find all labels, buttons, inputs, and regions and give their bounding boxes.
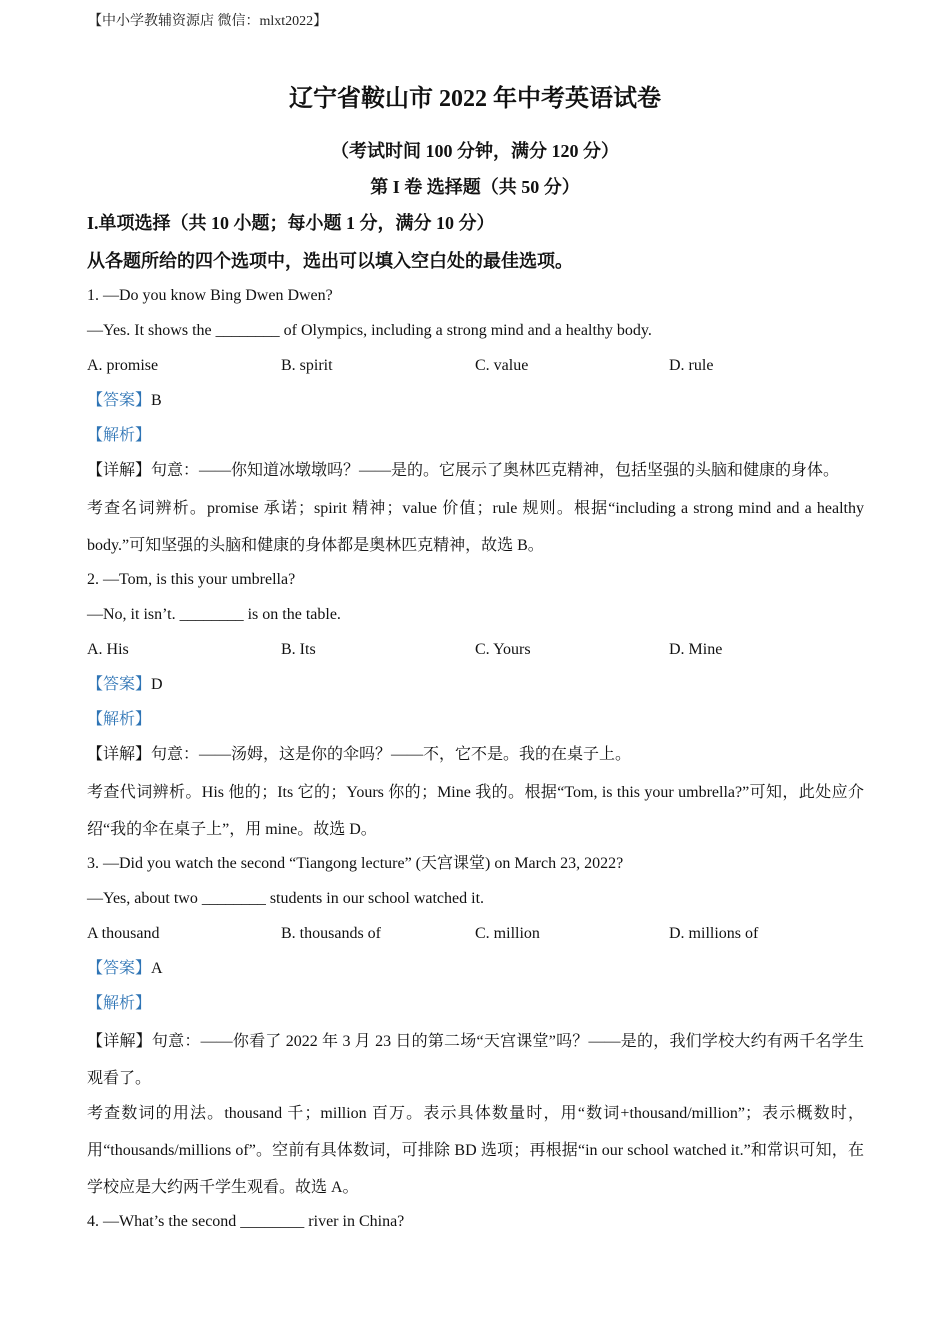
answer-label: 【答案】 [87, 392, 152, 409]
question-dialogue: —Yes, about two ________ students in our school watched it. [87, 890, 485, 907]
question-dialogue: —Yes. It shows the ________ of Olympics, including a strong mind and a healthy body. [87, 322, 652, 339]
option-a: A. promise [87, 357, 159, 374]
question-stem: 2. —Tom, is this your umbrella? [87, 571, 296, 588]
page-title: 辽宁省鞍山市 2022 年中考英语试卷 [289, 86, 661, 112]
answer-value: D [151, 676, 163, 693]
answer-line [87, 957, 864, 992]
analysis-label: 【解析】 [87, 995, 152, 1012]
options-row [87, 638, 864, 673]
answer-line [87, 673, 864, 708]
answer-label: 【答案】 [87, 676, 152, 693]
analysis-label: 【解析】 [87, 427, 152, 444]
option-a: A. His [87, 641, 129, 658]
volume-title: 第 I 卷 选择题（共 50 分） [370, 177, 580, 197]
question-list [87, 284, 864, 1245]
answer-label: 【答案】 [87, 960, 152, 977]
option-d: D. millions of [669, 925, 759, 942]
question-block [87, 568, 864, 848]
option-c: C. million [475, 925, 540, 942]
header-note: 【中小学教辅资源店 微信：mlxt2022】 [88, 14, 328, 29]
detail-meaning: 句意：——汤姆，这是你的伞吗？——不，它不是。我的在桌子上。 [151, 746, 632, 763]
option-a: A thousand [87, 925, 160, 942]
exam-info: （考试时间 100 分钟，满分 120 分） [331, 141, 619, 161]
detail-meaning: 句意：——你看了 2022 年 3 月 23 日的第二场“天宫课堂”吗？——是的，我们学校大约有两千名学生观看了。 [87, 1033, 864, 1087]
answer-value: B [151, 392, 162, 409]
option-d: D. Mine [669, 641, 723, 658]
question-dialogue: —No, it isn’t. ________ is on the table. [87, 606, 341, 623]
answer-value: A [151, 960, 163, 977]
question-stem: 4. —What’s the second ________ river in China? [87, 1213, 405, 1230]
question-block [87, 1210, 864, 1245]
detail-label: 【详解】 [87, 462, 152, 479]
option-c: C. Yours [475, 641, 531, 658]
detail-explanation: 考查代词辨析。His 他的；Its 它的；Yours 你的；Mine 我的。根据“Tom, is this your umbrella?”可知，此处应介绍“我的伞在桌子上”，用 mine。故选 D。 [87, 784, 864, 838]
detail-line [87, 1023, 864, 1097]
detail-explanation: 考查名词辨析。promise 承诺；spirit 精神；value 价值；rule 规则。根据“including a strong mind and a healthy body.”可知坚强的头脑和健康的身体都是奥林匹克精神，故选 B。 [87, 500, 864, 554]
options-row [87, 354, 864, 389]
question-stem: 1. —Do you know Bing Dwen Dwen? [87, 287, 333, 304]
option-b: B. thousands of [281, 925, 381, 942]
detail-explanation: 考查数词的用法。thousand 千；million 百万。表示具体数量时，用“数词+thousand/million”；表示概数时，用“thousands/millions of”。空前有具体数词，可排除 BD 选项；再根据“in our school watched it.”和常识可知，在学校应是大约两千学生观看。故选 A。 [87, 1105, 864, 1196]
question-block [87, 284, 864, 564]
analysis-label: 【解析】 [87, 711, 152, 728]
option-c: C. value [475, 357, 529, 374]
option-b: B. spirit [281, 357, 333, 374]
section-title: I.单项选择（共 10 小题；每小题 1 分，满分 10 分） [87, 213, 495, 233]
section-instruction: 从各题所给的四个选项中，选出可以填入空白处的最佳选项。 [87, 251, 573, 271]
detail-label: 【详解】 [87, 746, 152, 763]
option-d: D. rule [669, 357, 714, 374]
option-b: B. Its [281, 641, 316, 658]
options-row [87, 922, 864, 957]
question-block [87, 852, 864, 1206]
question-stem: 3. —Did you watch the second “Tiangong lecture” (天宫课堂) on March 23, 2022? [87, 855, 624, 872]
detail-label: 【详解】 [87, 1033, 152, 1050]
answer-line [87, 389, 864, 424]
detail-meaning: 句意：——你知道冰墩墩吗？——是的。它展示了奥林匹克精神，包括坚强的头脑和健康的身体。 [151, 462, 840, 479]
